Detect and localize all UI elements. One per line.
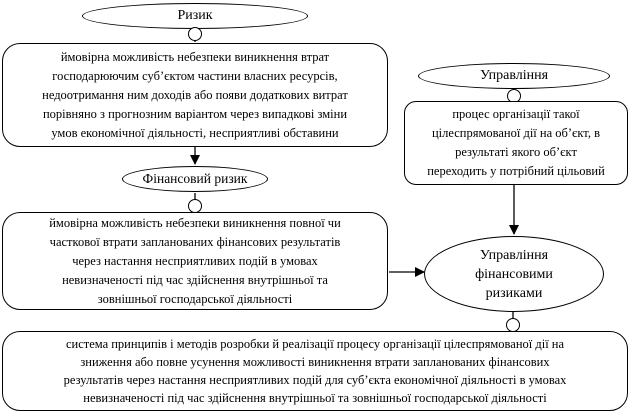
management-title: Управління (479, 68, 549, 83)
financial-risk-title: Фінансовий ризик (142, 171, 248, 186)
financial-risk-oval (122, 166, 268, 192)
management-oval (418, 63, 610, 89)
financial-risk-management-oval (424, 236, 604, 312)
financial-risk-management-definition: система принципів і методів розробки й реалізації процесу організації цілеспрямованої дії на зниження або повне усунення можливості виникнення втрати запланованих фінансових результатів через настання несприятливих подій для суб’єкта економічної діяльності в умовах невизначеності під час здійснення внутрішньої та зовнішньої господарської діяльності (63, 337, 567, 405)
management-definition-box (404, 101, 628, 185)
risk-connector-dot (188, 27, 202, 41)
financial-risk-definition: ймовірна можливість небезпеки виникнення повної чи часткової втрати запланованих фінансових результатів через настання несприятливих подій в умовах невизначеності під час здійснення внутрішньої та зовнішньої господарської діяльності (49, 215, 341, 306)
financial-risk-connector-dot (188, 199, 202, 213)
financial-risk-management-title: Управління фінансовими ризиками (475, 247, 553, 301)
financial-risk-management-definition-box (2, 331, 628, 411)
frm-connector-dot (506, 318, 520, 332)
management-definition: процес організації такої цілеспрямованої дії на об’єкт, в результаті якого об’єкт переходить у потрібний цільовий (427, 107, 605, 178)
risk-oval (82, 3, 308, 29)
financial-risk-definition-box (2, 212, 388, 310)
risk-definition-box (2, 43, 388, 147)
risk-title: Ризик (177, 8, 213, 23)
risk-definition: ймовірна можливість небезпеки виникнення втрат господарюючим суб’єктом частини власних ресурсів, недоотримання ним доходів або появи додаткових витрат порівняно з прогнозним варіантом через випадкові зміни умов економічної діяльності, несприятливі обставини (42, 49, 348, 140)
